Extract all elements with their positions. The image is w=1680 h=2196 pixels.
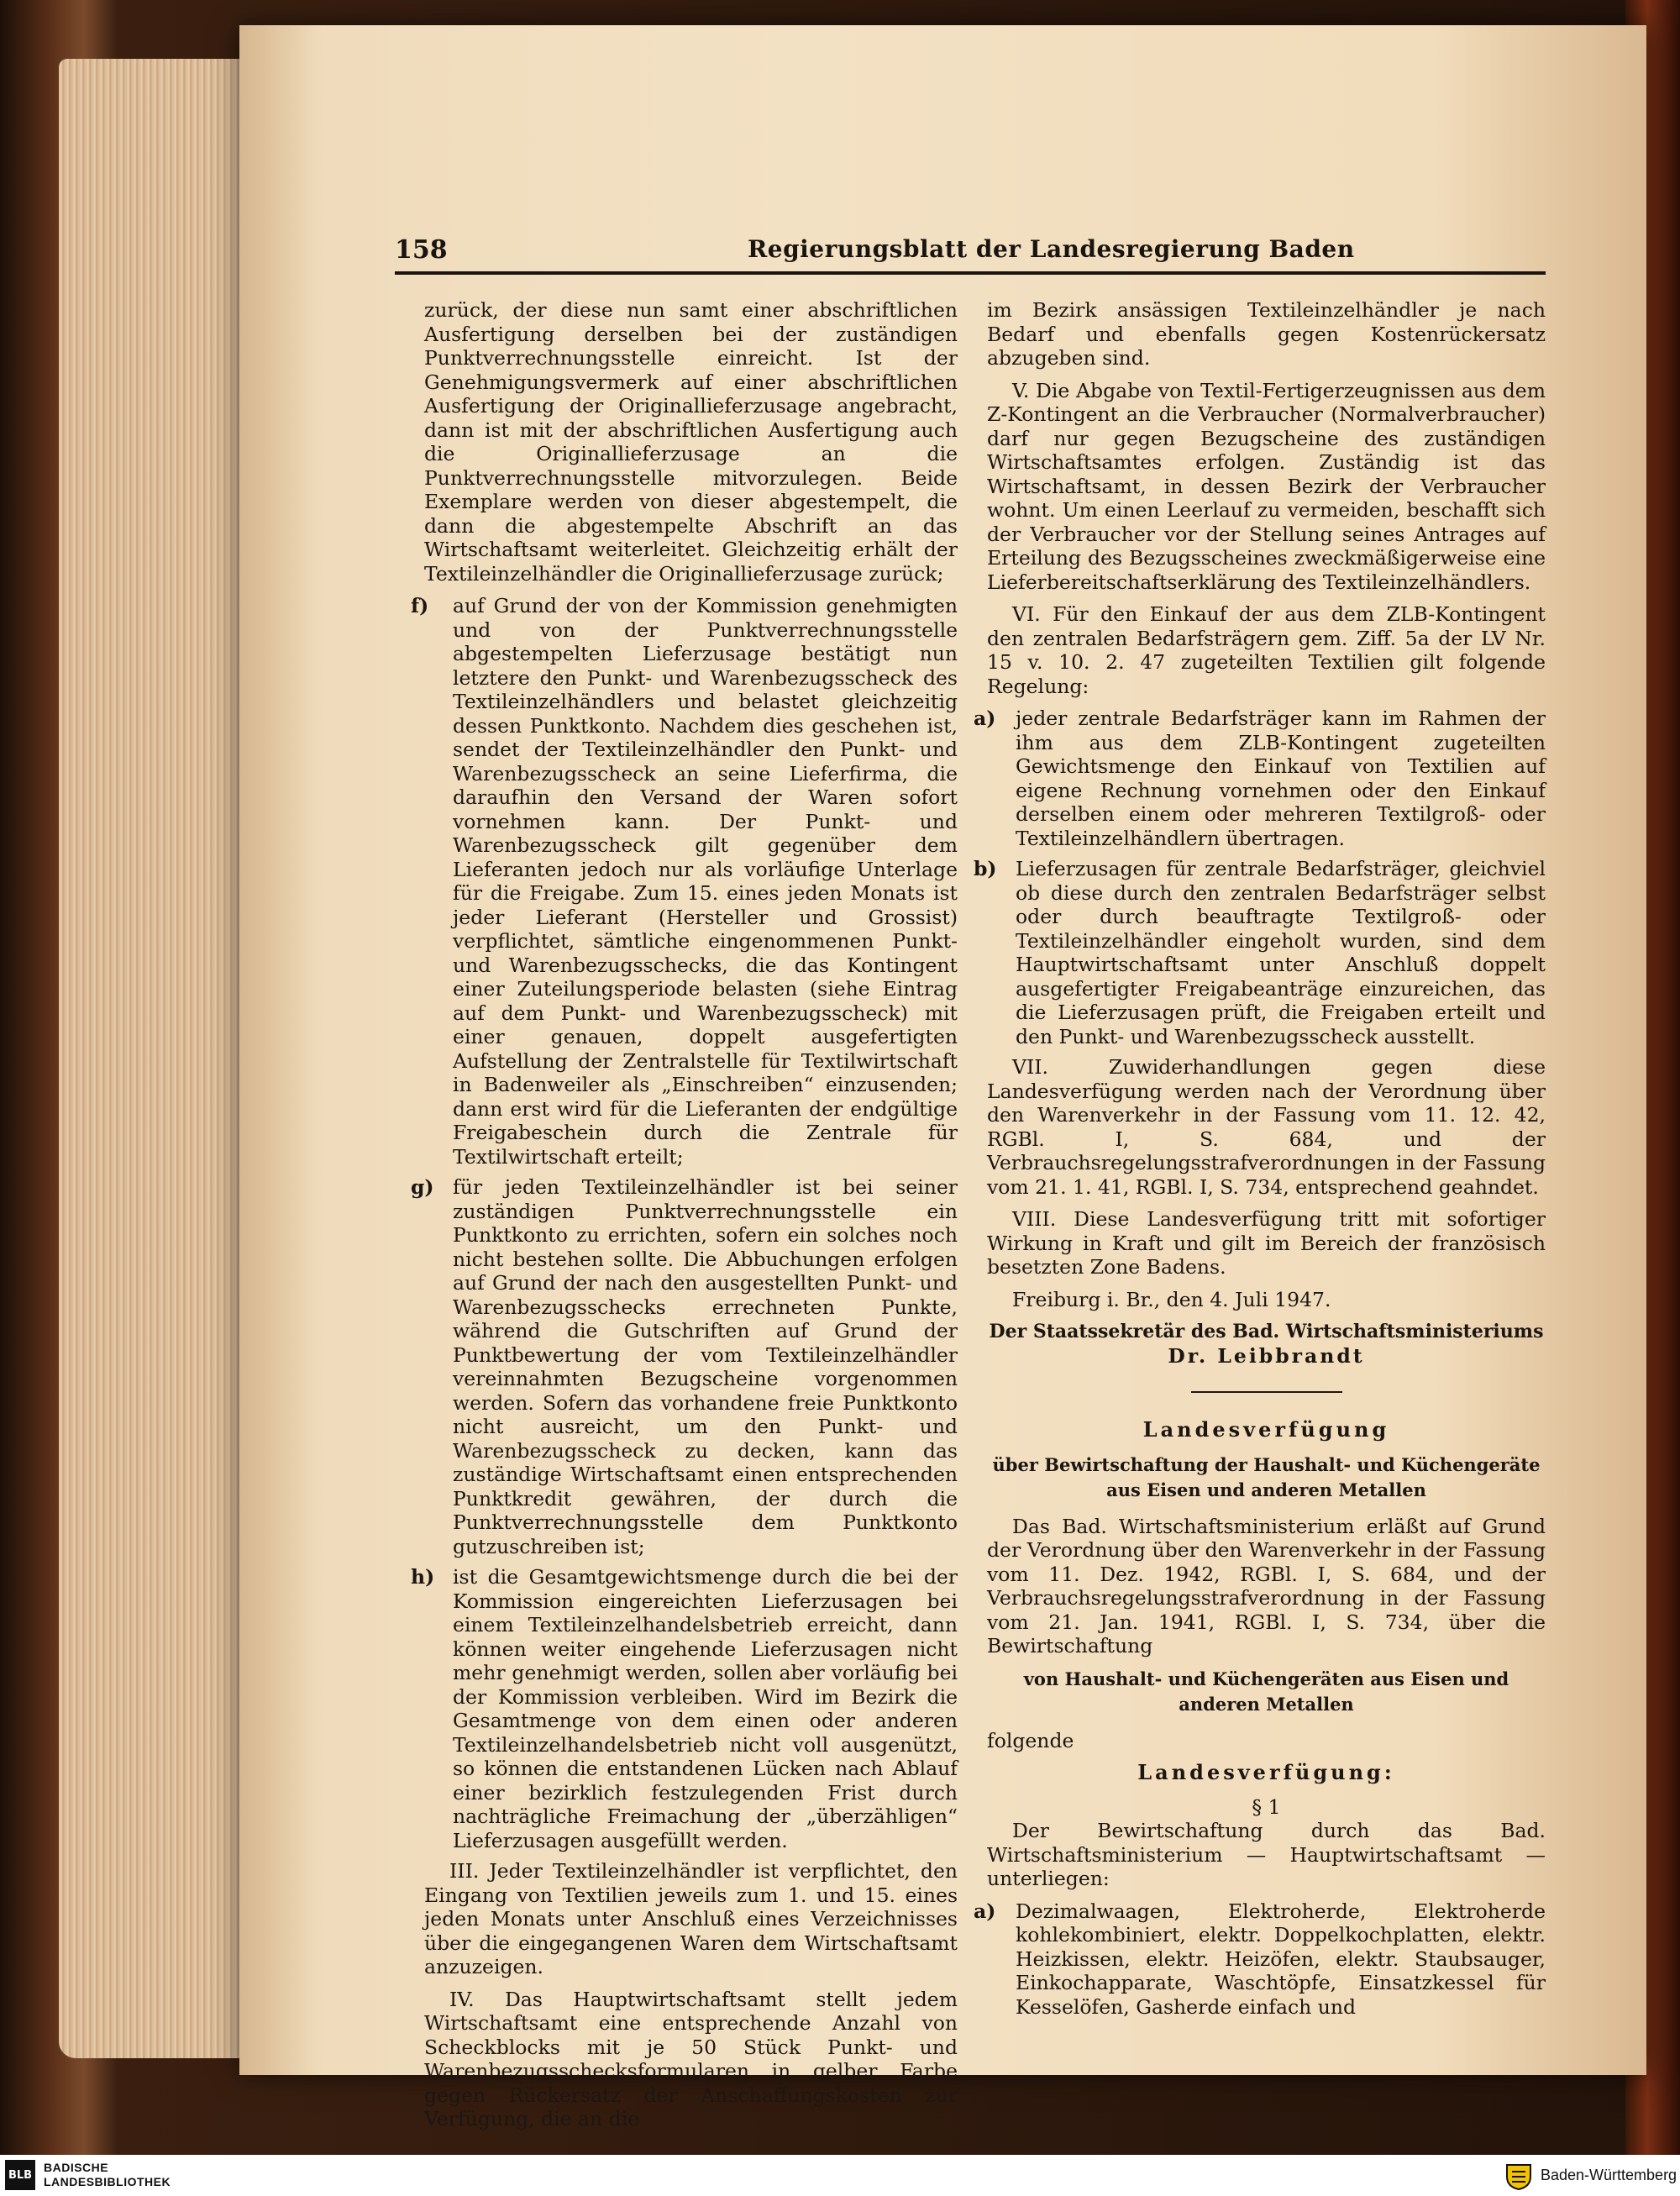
item-label: f) (411, 594, 429, 617)
list-item-g (411, 1175, 958, 1558)
item-text: Lieferzusagen für zentrale Bedarfsträger, gleichviel ob diese durch den zentralen Bedarfsträger selbst oder durch beauftragte Textilgroß- oder Textileinzelhändler eingeholt wurden, sind dem Hauptwirtschaftsamt unter Anschluß doppelt ausgefertigter Freigabeanträge einzureichen, das die Lieferzusagen prüft, die Freigaben erteilt und den Punkt- und Warenbezugsscheck ausstellt. (1016, 857, 1546, 1048)
section-divider (1191, 1391, 1342, 1393)
object-title: von Haushalt- und Küchengeräten aus Eisen und anderen Metallen (1023, 1668, 1509, 1715)
section-title: Landesverfügung (1142, 1417, 1390, 1442)
list-item-f (411, 594, 958, 1169)
item-text: Dezimalwaagen, Elektroherde, Elektroherde kohlekombiniert, elektr. Doppelkochplatten, elektr. Heizkissen, elektr. Heizöfen, elektr. Staubsauger, Einkochapparate, Waschtöpfe, Einsatzkessel für Kesselöfen, Gasherde einfach und (1016, 1899, 1546, 2019)
item-text: für jeden Textileinzelhändler ist bei seiner zuständigen Punktverrechnungsstelle ein Punktkonto zu errichten, sofern ein solches noch nicht bestehen sollte. Die Abbuchungen erfolgen auf Grund der nach den ausgestellten Punkt- und Warenbezugsschecks errechneten Punkte, während die Gutschriften auf Grund der Punktbewertung der vom Textileinzelhändler vereinnahmten Bezugscheine vorgenommen werden. Sofern das vorhandene freie Punktkonto nicht ausreicht, um den Punkt- und Warenbezugsscheck zu decken, kann das zuständige Wirtschaftsamt einen entsprechenden Punktkredit gewähren, der durch die Punktverrechnungsstelle dem Punktkonto gutzuschreiben ist; (453, 1175, 958, 1558)
item-label: b) (974, 857, 997, 880)
date-line: Freiburg i. Br., den 4. Juli 1947. (1012, 1287, 1331, 1311)
running-title: Regierungsblatt der Landesregierung Baden (748, 235, 1355, 263)
item-text: auf Grund der von der Kommission genehmigten und von der Punktverrechnungsstelle abgestempelten Lieferzusage bestätigt nun letztere den Punkt- und Warenbezugsscheck des Textileinzelhändlers und belastet gleichzeitig dessen Punktkonto. Nachdem dies geschehen ist, sendet der Textileinzelhändler den Punkt- und Warenbezugsscheck an seine Lieferfirma, die daraufhin den Versand der Waren sofort vornehmen kann. Der Punkt- und Warenbezugsscheck gilt gegenüber dem Lieferanten jedoch nur als vorläufige Unterlage für die Freigabe. Zum 15. eines jeden Monats ist jeder Lieferant (Hersteller und Grossist) verpflichtet, sämtliche eingenommenen Punkt- und Warenbezugsschecks, die das Kontingent einer Zuteilungsperiode belasten (siehe Eintrag auf dem Punkt- und Warenbezugsscheck) mit einer genauen, doppelt ausgefertigten Aufstellung der Zentralstelle für Textilwirtschaft in Badenweiler als „Einschreiben“ einzusenden; dann erst wird für die Lieferanten der endgültige Freigabeschein durch die Zentrale für Textilwirtschaft erteilt; (453, 594, 958, 1169)
item-label: a) (974, 1899, 996, 1923)
paragraph-iv: IV. Das Hauptwirtschaftsamt stellt jedem Wirtschaftsamt eine entsprechende Anzahl von Scheckblocks mit je 50 Stück Punkt- und Warenbezugsschecksformularen in gelber Farbe gegen Rückersatz der Anschaffungskosten zur Verfügung, die an die (424, 1987, 958, 2130)
paragraph-vi: VI. Für den Einkauf der aus dem ZLB-Kontingent den zentralen Bedarfsträgern gem. Ziff. 5a der LV Nr. 15 v. 10. 2. 47 zugeteilten Textilien gilt folgende Regelung: (987, 602, 1546, 698)
paragraph-sign: § 1 (1252, 1794, 1281, 1819)
state-name[interactable]: Baden-Württemberg (1541, 2167, 1677, 2183)
page-header (395, 234, 1546, 271)
signature-organization: Der Staatssekretär des Bad. Wirtschaftsministeriums (989, 1321, 1544, 1342)
list-item-b (974, 857, 1546, 1048)
paragraph-1-text: Der Bewirtschaftung durch das Bad. Wirtschaftsministerium — Hauptwirtschaftsamt — unterliegen: (987, 1819, 1546, 1890)
preamble: Das Bad. Wirtschaftsministerium erläßt auf Grund der Verordnung über den Warenverkehr in der Fassung vom 11. Dez. 1942, RGBl. I, S. 684, und der Verbrauchsregelungsstrafverordnung in der Fassung vom 21. Jan. 1941, RGBl. I, S. 734, über die Bewirtschaftung (987, 1514, 1546, 1658)
decree-heading: Landesverfügung: (1137, 1760, 1395, 1784)
right-intro: im Bezirk ansässigen Textileinzelhändler je nach Bedarf und ebenfalls gegen Kostenrückersatz abzugeben sind. (987, 298, 1546, 370)
library-name-line2: LANDESBIBLIOTHEK (44, 2175, 171, 2188)
section-subtitle: über Bewirtschaftung der Haushalt- und Küchengeräte aus Eisen und anderen Metallen (992, 1453, 1541, 1500)
folgende-word: folgende (987, 1728, 1074, 1752)
left-column (411, 298, 958, 2140)
item-text: jeder zentrale Bedarfsträger kann im Rahmen der ihm aus dem ZLB-Kontingent zugeteilten Gewichtsmenge den Einkauf von Textilien auf eigene Rechnung vornehmen oder den Einkauf derselben einem oder mehreren Textilgroß- oder Textileinzelhändlern übertragen. (1016, 707, 1546, 850)
book-page-edges (59, 59, 252, 2058)
paragraph-vii: VII. Zuwiderhandlungen gegen diese Landesverfügung werden nach der Verordnung über den Warenverkehr in der Fassung vom 11. 12. 42, RGBl. I, S. 684, und der Verbrauchsregelungsstrafverordnungen in der Fassung vom 21. 1. 41, RGBl. I, S. 734, entsprechend geahndet. (987, 1055, 1546, 1199)
header-rule (395, 271, 1546, 275)
page-number: 158 (395, 235, 448, 265)
library-name[interactable] (44, 2161, 171, 2189)
signature-name: Dr. Leibbrandt (1168, 1343, 1365, 1368)
library-name-line1: BADISCHE (44, 2161, 109, 2174)
item-label: a) (974, 707, 996, 730)
item-label: g) (411, 1175, 434, 1199)
item-text: ist die Gesamtgewichtsmenge durch die bei der Kommission eingereichten Lieferzusagen bei einem Textileinzelhandelsbetrieb erreicht, dann können weiter eingehende Lieferzusagen nicht mehr genehmigt werden, sollen aber vorläufig bei der Kommission verbleiben. Wird im Bezirk die Gesamtmenge von dem einen oder anderen Textileinzelhandelsbetrieb nicht voll ausgenützt, so können die entstandenen Lücken nach Ablauf einer bezirklich festzulegenden Frist durch nachträgliche Freimachung der „überzähligen“ Lieferzusagen ausgefüllt werden. (453, 1565, 958, 1852)
blb-logo-icon[interactable]: BLB (5, 2160, 35, 2190)
paragraph-v: V. Die Abgabe von Textil-Fertigerzeugnissen aus dem Z-Kontingent an die Verbraucher (Normalverbraucher) darf nur gegen Bezugscheine des zuständigen Wirtschaftsamtes erfolgen. Zuständig ist das Wirtschaftsamt, in dessen Bezirk der Verbraucher wohnt. Um einen Leerlauf zu vermeiden, beschafft sich der Verbraucher vor der Stellung seines Antrages auf Erteilung des Bezugsscheines zweckmäßigerweise eine Lieferbereitschaftserklärung des Textileinzelhändlers. (987, 378, 1546, 594)
right-column (974, 298, 1546, 2025)
paragraph-1-item-a (974, 1899, 1546, 2020)
paragraph-iii: III. Jeder Textileinzelhändler ist verpflichtet, den Eingang von Textilien jeweils zum 1. und 15. eines jeden Monats unter Anschluß eines Verzeichnisses über die eingegangenen Waren dem Wirtschaftsamt anzuzeigen. (424, 1859, 958, 1978)
item-label: h) (411, 1565, 435, 1589)
state-crest-icon[interactable] (1504, 2162, 1534, 2190)
paragraph-viii: VIII. Diese Landesverfügung tritt mit sofortiger Wirkung in Kraft und gilt im Bereich der französisch besetzten Zone Badens. (987, 1207, 1546, 1279)
list-item-h (411, 1565, 958, 1852)
list-item-a (974, 707, 1546, 850)
left-intro: zurück, der diese nun samt einer abschriftlichen Ausfertigung derselben bei der zuständigen Punktverrechnungsstelle einreicht. Ist der Genehmigungsvermerk auf einer abschriftlichen Ausfertigung der Originallieferzusage angebracht, dann ist mit der abschriftlichen Ausfertigung auch die Originallieferzusage an die Punktverrechnungsstelle mitvorzulegen. Beide Exemplare werden von dieser abgestempelt, die dann die abgestempelte Abschrift an das Wirtschaftsamt weiterleitet. Gleichzeitig erhält der Textileinzelhändler die Originallieferzusage zurück; (424, 298, 958, 586)
viewer-footer (0, 2155, 1680, 2196)
